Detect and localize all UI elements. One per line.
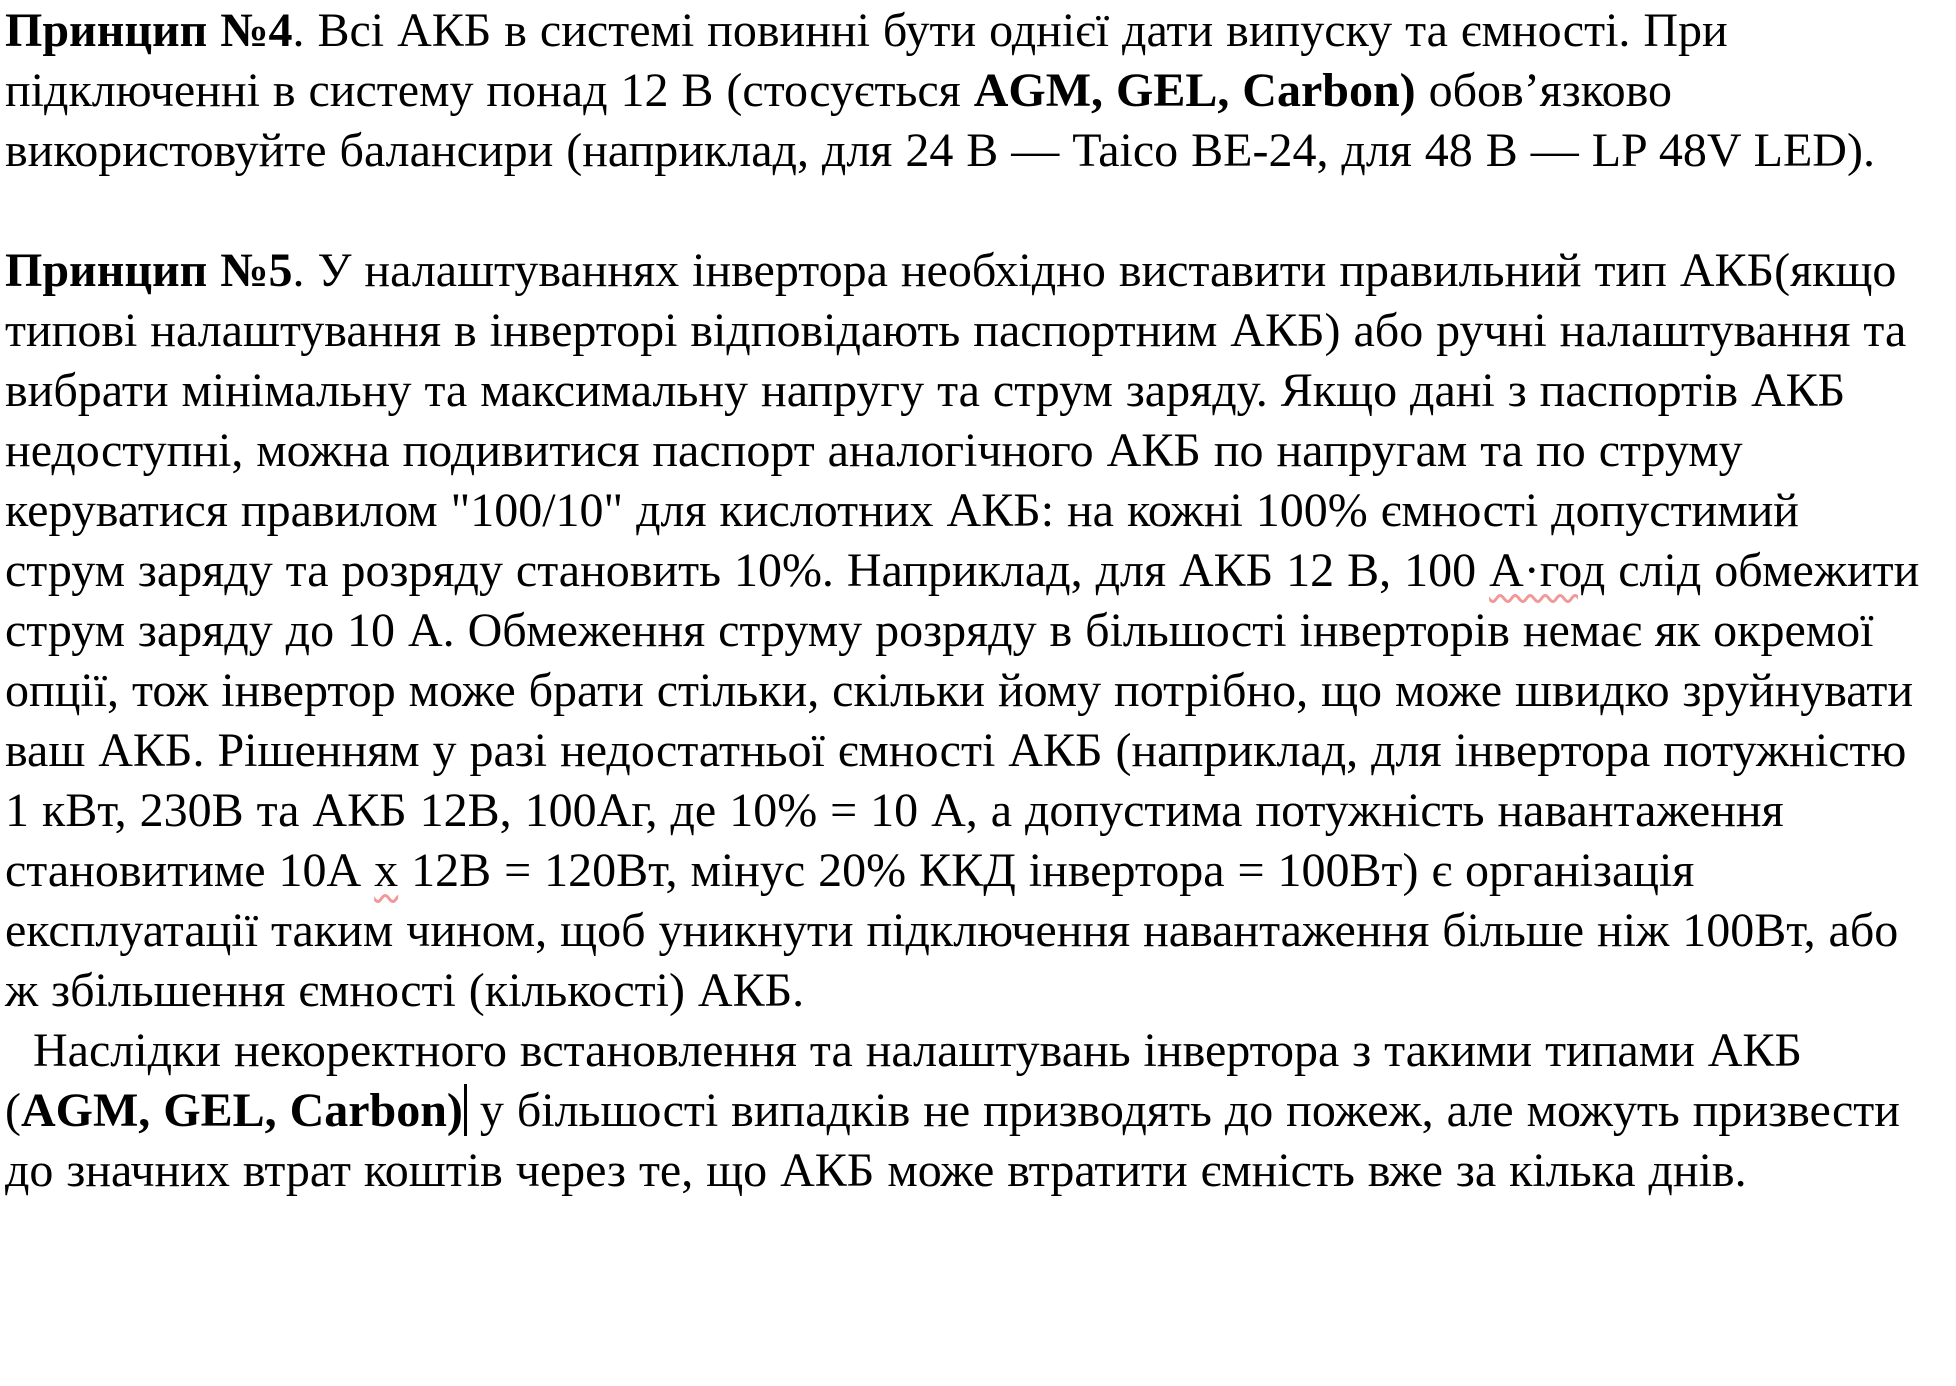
text-run: . У налаштуваннях інвертора необхідно виставити правильний тип АКБ(якщо типові налаштування в інверторі відповідають паспортним АКБ) або ручні налаштування та вибрати мінімальну та максимальну напругу та струм заряду. Якщо дані з паспортів АКБ недоступні, можна подивитися паспорт аналогічного АКБ по напругам та по струму керуватися правилом "100/10" для кислотних АКБ: на кожні 100% ємності допустимий струм заряду та розряду становить 10%. Наприклад, для АКБ 12 В, 100 (5, 244, 1907, 597)
paragraph-consequences (5, 1021, 1926, 1201)
bold-text-run: Принцип №4 (5, 4, 293, 57)
paragraph-principle-5 (5, 241, 1926, 1021)
paragraph-blank-line (5, 181, 1926, 241)
bold-text-run: AGM, GEL, Carbon) (20, 1084, 463, 1137)
text-run: обов’язково використовуйте балансири (наприклад, для 24 В — Taico BE-24, для 48 В — LP 48V LED). (5, 64, 1875, 177)
text-run: . Всі АКБ в системі повинні бути однієї дати випуску та ємності. При підключенні в систему понад 12 В (стосується (5, 4, 1728, 117)
text-run: слід обмежити струм заряду до 10 А. Обмеження струму розряду в більшості інверторів немає як окремої опції, тож інвертор може брати стільки, скільки йому потрібно, що може швидко зруйнувати ваш АКБ. Рішенням у разі недостатньої ємності АКБ (наприклад, для інвертора потужністю 1 кВт, 230В та АКБ 12В, 100Аг, де 10% = 10 А, а допустима потужність навантаження становитиме 10А (5, 544, 1920, 897)
bold-text-run: Принцип №5 (5, 244, 293, 297)
spellcheck-flagged-word: А·год (1489, 544, 1606, 597)
text-run: 12В = 120Вт, мінус 20% ККД інвертора = 100Вт) є організація експлуатації таким чином, щоб уникнути підключення навантаження більше ніж 100Вт, або ж збільшення ємності (кількості) АКБ. (5, 844, 1899, 1017)
paragraph-principle-4 (5, 1, 1926, 181)
bold-text-run: AGM, GEL, Carbon) (973, 64, 1416, 117)
spellcheck-flagged-word: х (374, 844, 399, 897)
text-run: у більшості випадків не призводять до пожеж, але можуть призвести до значних втрат коштів через те, що АКБ може втратити ємність вже за кілька днів. (5, 1084, 1900, 1197)
text-run: Наслідки некоректного встановлення та налаштувань інвертора з такими типами АКБ ( (5, 1024, 1802, 1137)
